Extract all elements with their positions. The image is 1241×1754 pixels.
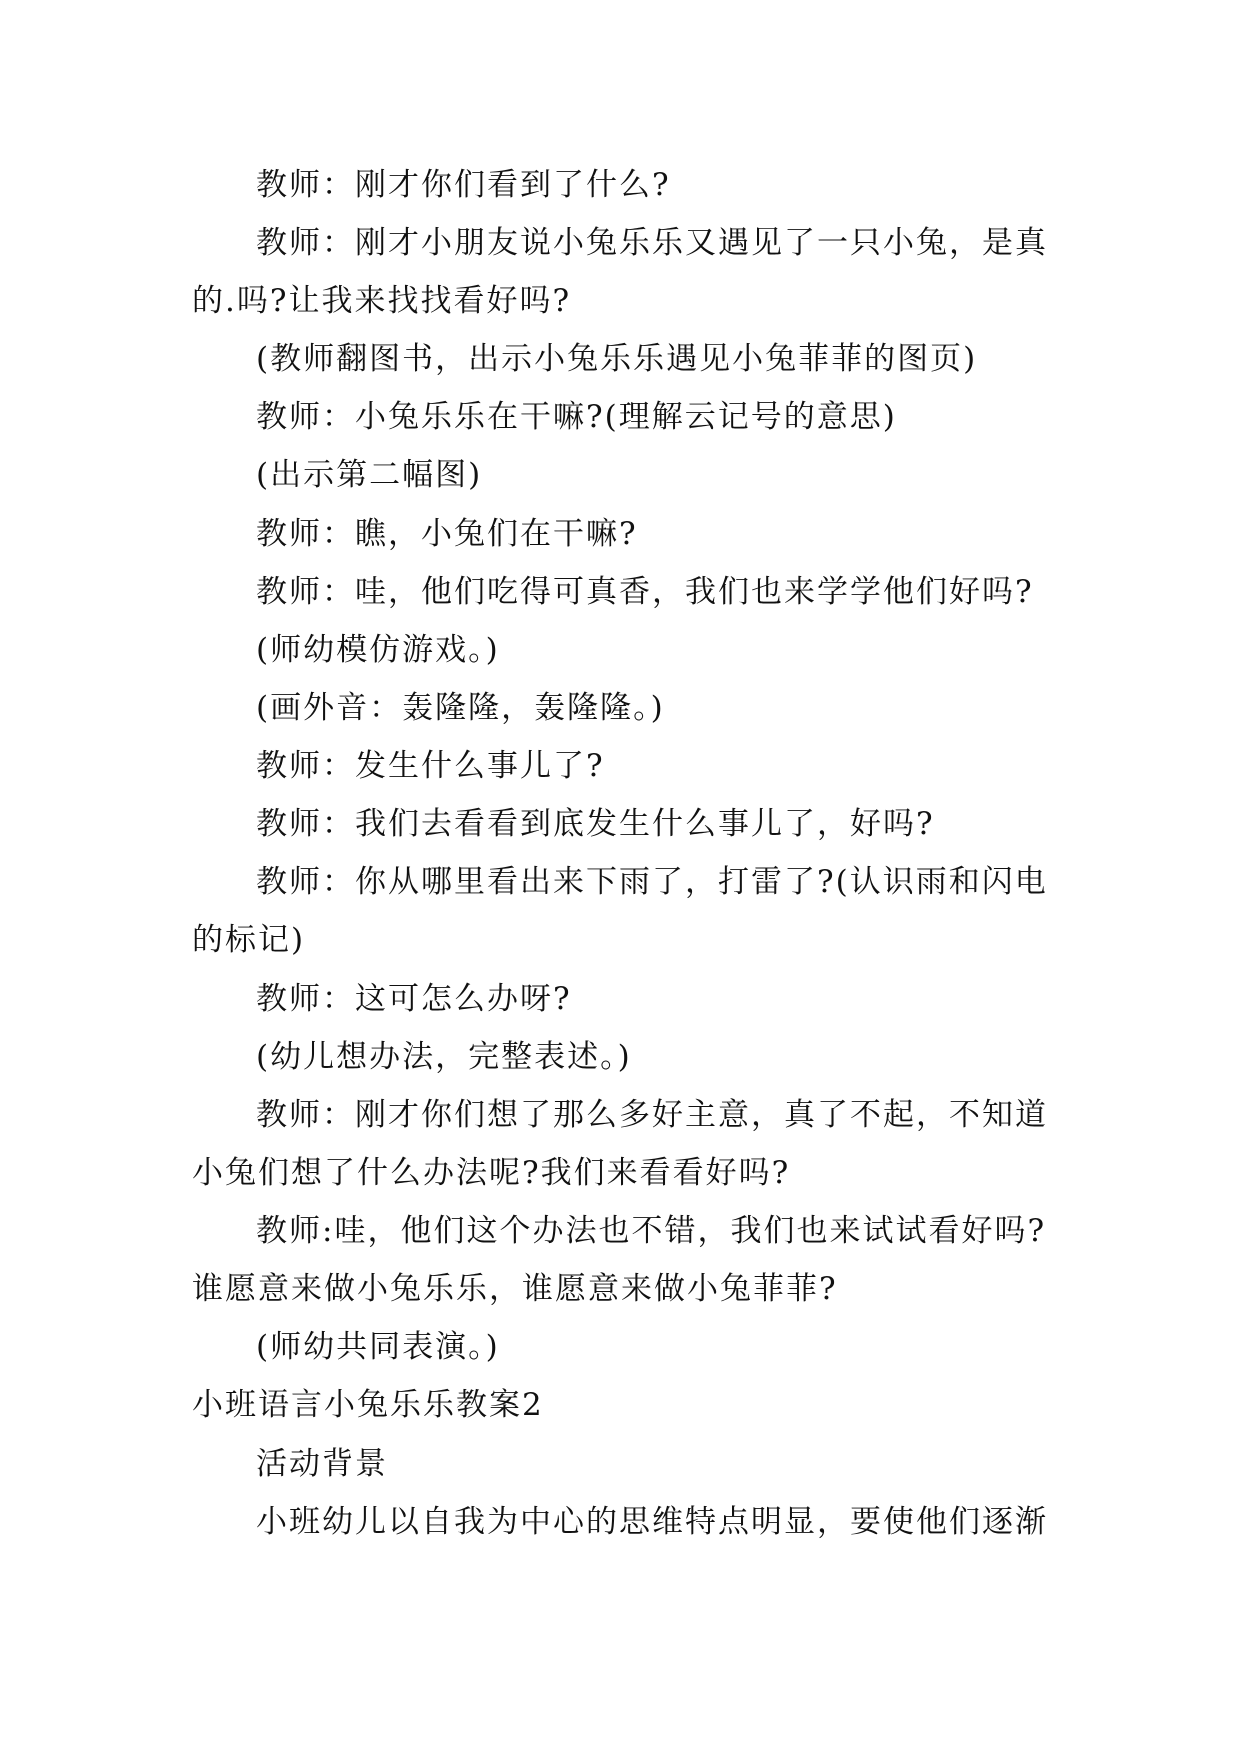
text-line: 教师：刚才你们看到了什么?: [256, 167, 671, 203]
text-line: 教师:哇，他们这个办法也不错，我们也来试试看好吗?: [256, 1213, 1047, 1249]
text-line: (幼儿想办法，完整表述。): [256, 1039, 632, 1075]
text-line: 的标记): [192, 922, 306, 958]
subheading: 活动背景: [256, 1446, 388, 1482]
text-line: 小班幼儿以自我为中心的思维特点明显，要使他们逐渐: [256, 1504, 1048, 1540]
text-line: 教师：这可怎么办呀?: [256, 981, 572, 1017]
text-line: (师幼模仿游戏。): [256, 632, 500, 668]
text-line: 教师：小兔乐乐在干嘛?(理解云记号的意思): [256, 399, 897, 435]
text-line: 教师：我们去看看到底发生什么事儿了，好吗?: [256, 806, 935, 842]
text-line: (师幼共同表演。): [256, 1329, 500, 1365]
text-line: 教师：刚才小朋友说小兔乐乐又遇见了一只小兔，是真: [256, 225, 1048, 261]
text-line: 的.吗?让我来找找看好吗?: [192, 283, 572, 319]
text-line: 教师：发生什么事儿了?: [256, 748, 605, 784]
text-line: 教师：刚才你们想了那么多好主意，真了不起，不知道: [256, 1097, 1048, 1133]
text-line: 小兔们想了什么办法呢?我们来看看好吗?: [192, 1155, 791, 1191]
text-line: 谁愿意来做小兔乐乐，谁愿意来做小兔菲菲?: [192, 1271, 838, 1307]
text-line: 教师：哇，他们吃得可真香，我们也来学学他们好吗?: [256, 574, 1034, 610]
text-line: (出示第二幅图): [256, 457, 483, 493]
text-line: (教师翻图书，出示小兔乐乐遇见小兔菲菲的图页): [256, 341, 978, 377]
section-heading: 小班语言小兔乐乐教案2: [192, 1387, 544, 1423]
text-line: (画外音：轰隆隆，轰隆隆。): [256, 690, 665, 726]
text-line: 教师：你从哪里看出来下雨了，打雷了?(认识雨和闪电: [256, 864, 1048, 900]
text-line: 教师：瞧，小兔们在干嘛?: [256, 516, 638, 552]
